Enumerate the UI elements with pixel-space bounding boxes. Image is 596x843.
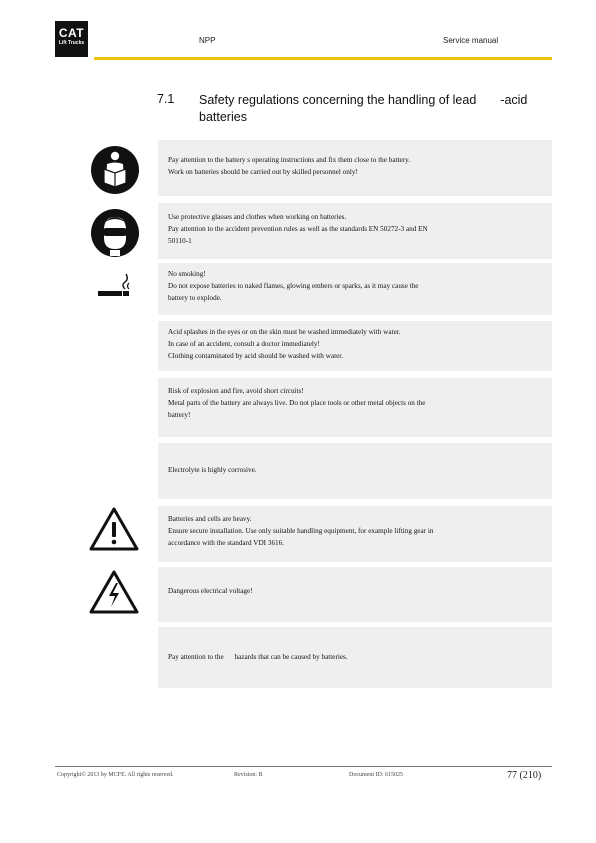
item-3-line-1: No smoking!	[168, 270, 206, 278]
item-1-line-2: Work on batteries should be carried out by skilled personnel only!	[168, 168, 358, 176]
item-4-line-2: In case of an accident, consult a doctor immediately!	[168, 340, 320, 348]
footer-revision: Revision: B	[234, 772, 263, 778]
item-7-line-3: accordance with the standard VDI 3616.	[168, 539, 285, 547]
safety-item-5	[158, 378, 552, 437]
item-5-line-1: Risk of explosion and fire, avoid short circuits!	[168, 387, 304, 395]
item-2-line-2: Pay attention to the accident prevention rules as well as the standards EN 50272-3 and EN	[168, 225, 428, 233]
safety-item-4	[158, 321, 552, 371]
footer-copyright: Copyright© 2013 by MCFE. All rights reserved.	[57, 772, 174, 778]
safety-item-8	[158, 567, 552, 622]
footer-rule	[55, 766, 552, 767]
read-manual-icon	[90, 145, 140, 195]
item-2-line-1: Use protective glasses and clothes when working on batteries.	[168, 213, 347, 221]
logo-sub: Lift Trucks	[58, 40, 85, 46]
wear-goggles-icon	[90, 208, 140, 258]
safety-item-6	[158, 443, 552, 499]
section-title-part2: -acid	[500, 93, 528, 107]
item-4-line-1: Acid splashes in the eyes or on the skin must be washed immediately with water.	[168, 328, 401, 336]
header-right-text: Service manual	[443, 36, 499, 45]
item-1-line-1: Pay attention to the battery s operating instructions and fix them close to the battery.	[168, 156, 411, 164]
item-5-line-2: Metal parts of the battery are always live. Do not place tools or other metal objects on the	[168, 399, 426, 407]
safety-item-3	[158, 263, 552, 315]
item-3-line-2: Do not expose batteries to naked flames, glowing embers or sparks, as it may cause the	[168, 282, 419, 290]
item-4-line-3: Clothing contaminated by acid should be washed with water.	[168, 352, 344, 360]
item-9-line-1: Pay attention to the hazards that can be caused by batteries.	[168, 653, 348, 661]
header-rule	[94, 57, 552, 60]
safety-item-9	[158, 627, 552, 688]
section-title	[199, 92, 549, 126]
section-title-part1: Safety regulations concerning the handling of lead	[199, 93, 477, 107]
safety-item-7	[158, 506, 552, 562]
footer-page-number: 77 (210)	[507, 770, 542, 781]
cat-lift-trucks-logo	[55, 21, 88, 57]
section-title-line2: batteries	[199, 110, 247, 124]
logo-main: CAT	[58, 26, 85, 40]
item-7-line-1: Batteries and cells are heavy.	[168, 515, 252, 523]
safety-item-1	[158, 140, 552, 196]
warning-triangle-icon	[88, 506, 140, 552]
item-7-line-2: Ensure secure installation. Use only suitable handling equipment, for example lifting gear in	[168, 527, 434, 535]
section-number: 7.1	[157, 92, 175, 106]
item-2-line-3: 50110-1	[168, 237, 192, 245]
safety-item-2	[158, 203, 552, 259]
item-8-line-1: Dangerous electrical voltage!	[168, 587, 253, 595]
item-5-line-3: battery!	[168, 411, 191, 419]
item-3-line-3: battery to explode.	[168, 294, 222, 302]
header-left-text: NPP	[199, 36, 216, 45]
footer-document-id: Document ID: 615025	[349, 772, 403, 778]
no-smoking-icon	[97, 272, 133, 300]
electrical-hazard-icon	[88, 569, 140, 615]
item-6-line-1: Electrolyte is highly corrosive.	[168, 466, 257, 474]
